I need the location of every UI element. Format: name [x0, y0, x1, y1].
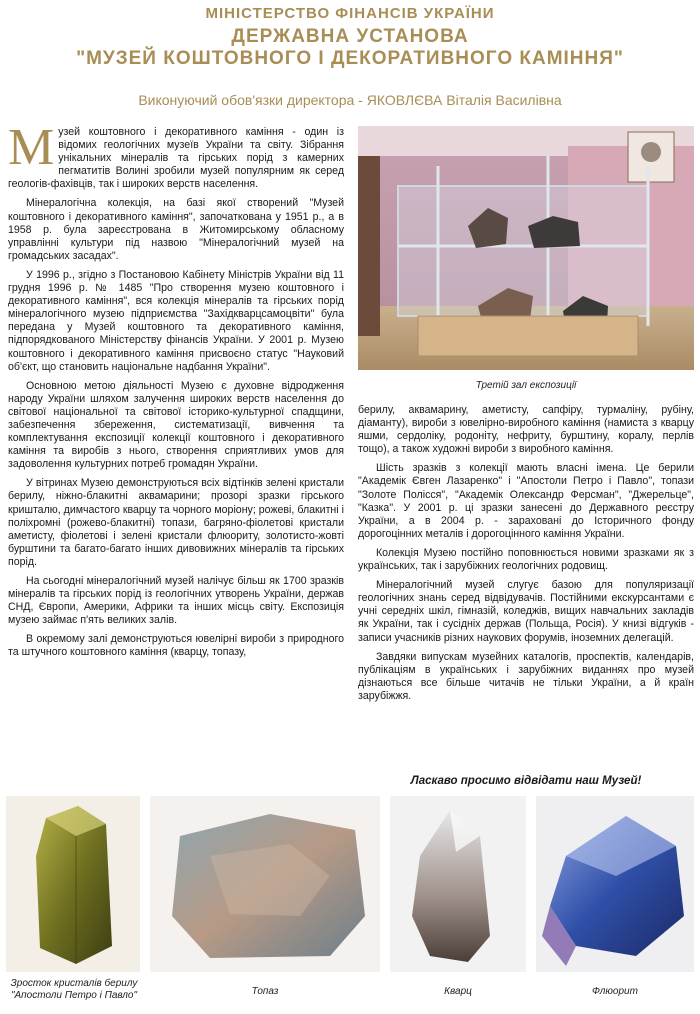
ministry-title: МІНІСТЕРСТВО ФІНАНСІВ УКРАЇНИ: [205, 5, 495, 22]
beryl-photo: [6, 796, 140, 972]
article-paragraph: На сьогодні мінералогічний музей налічує більш як 1700 зразків мінералів та гірських порід із геологічних утворень України, держав СНД, Європи, Америки, Африки та інших місць світу. Експозиція музею займає п'ять великих залів.: [8, 575, 344, 627]
beryl-crystal-icon: [6, 796, 140, 972]
fluorite-photo: [536, 796, 694, 972]
article-paragraph: Мінералогічна колекція, на базі якої створений "Музей коштовного і декоративного каміння", започаткована у 1951 р., а в 1958 р. була зареєстрована в Житомирському обласному управлінні культури під назвою "Мінералогічний музей на громадських засадах".: [8, 197, 344, 262]
drop-cap: М: [8, 119, 55, 176]
quartz-photo: [390, 796, 526, 972]
article-paragraph: Завдяки випускам музейних каталогів, проспектів, календарів, публікаціям в українських і зарубіжних виданнях про музей дізнаються все більше читачів не тільки України, а й країн зарубіжжя.: [358, 650, 694, 702]
topaz-caption: Топаз: [251, 986, 279, 997]
article-paragraph: У вітринах Музею демонструються всіх відтінків зелені кристали берилу, ніжно-блакитні аквамарини; прозорі зразки гірського кришталю, димчастого кварцу та чорного моріону; рожеві, блакитні і поліхромні (рожево-блакитні) топази, багряно-фіолетові кристали аметисту, фіолетові і зелені кристали флюориту, золотисто-жовті бурштини та багато-багато інших дивовижних мінералів та гірських порід.: [8, 477, 344, 568]
fluorite-caption: Флюорит: [592, 986, 638, 997]
director-line: Виконуючий обов'язки директора - ЯКОВЛЄВА Віталія Василівна: [138, 92, 562, 108]
exhibition-hall-image: [358, 126, 694, 370]
article-first-paragraph: [8, 119, 344, 191]
article-paragraph: берилу, аквамарину, аметисту, сапфіру, турмаліну, рубіну, діаманту), вироби з ювелірно-виробного каміння (намиста з кварцу яшми, сердоліку, родоніту, нефриту, бурштину, коралу, перлів тощо), а також художні вироби з виробного каміння.: [358, 404, 694, 456]
quartz-caption: Кварц: [444, 986, 472, 997]
institution-title: ДЕРЖАВНА УСТАНОВА: [231, 26, 469, 47]
hall-photo-caption: Третій зал експозиції: [475, 380, 577, 391]
article-paragraph: Мінералогічний музей слугує базою для популяризації геологічних знань серед відвідувачів. Постійними екскурсантами є учні середніх шкіл, гімназій, коледжів, вищих навчальних закладів як України, так і сусідніх держав (Польща, Росія). У книзі відгуків - записи учасників різних наукових форумів, іноземних делегацій.: [358, 579, 694, 644]
article-left-column: [8, 119, 344, 666]
topaz-crystal-icon: [150, 796, 380, 972]
article-right-column: [358, 404, 694, 709]
beryl-caption: Зросток кристалів берилу "Апостоли Петро і Павло": [10, 978, 138, 1001]
article-paragraph: Шість зразків з колекції мають власні імена. Це берили "Академік Євген Лазаренко" і "Апостоли Петро і Павло", топази "Золоте Полісся", "Академік Олександр Ферсман", "Джерельце", "Казка". У 2001 р. ці зразки занесені до Державного реєстру України, а в 2004 р. - зараховані до Історичного фонду дорогоцінних металів і дорогоцінного каміння України.: [358, 462, 694, 540]
fluorite-crystal-icon: [536, 796, 694, 972]
welcome-message: Ласкаво просимо відвідати наш Музей!: [410, 775, 642, 787]
article-paragraph: Колекція Музею постійно поповнюється новими зразками як з українських, так і зарубіжних геологічних родовищ.: [358, 546, 694, 573]
article-paragraph: У 1996 р., згідно з Постановою Кабінету Міністрів України від 11 грудня 1996 р. № 1485 "Про створення музею коштовного і декоративного каміння", вся колекція мінералів та гірських порід мінералогічного музею підприємства "Західкварцсамоцвіти" була передана у Музей коштовного та декоративного каміння, підпорядкованого Міністерству фінансів України. У 2001 р. Музею коштовного і декоративного каміння присвоєно статус "Науковий об'єкт, що становить національне надбання України".: [8, 268, 344, 373]
topaz-photo: [150, 796, 380, 972]
quartz-crystal-icon: [390, 796, 526, 972]
museum-title: "МУЗЕЙ КОШТОВНОГО І ДЕКОРАТИВНОГО КАМІННЯ": [76, 48, 624, 69]
first-paragraph-text: узей коштовного і декоративного каміння - один із відомих геологічних музеїв України та світу. Зібрання унікальних мінералів та гірських порід з камерних пегматитів Волині зробили музей популярним як серед геологів-фахівців, так і широких верств населення.: [8, 126, 344, 191]
hall-photo: [358, 126, 694, 370]
article-paragraph: В окремому залі демонструються ювелірні вироби з природного та штучного коштовного каміння (кварцу, топазу,: [8, 633, 344, 659]
article-paragraph: Основною метою діяльності Музею є духовне відродження народу України шляхом залучення широких верств населення до світової національної та світової історико-культурної спадщини, забезпечення збереження, систематизації, вивчення та комплектування експозиції колекції коштовного і декоративного каміння та виробів з нього, створення сприятливих умов для задоволення культурних потреб громадян України.: [8, 379, 344, 471]
